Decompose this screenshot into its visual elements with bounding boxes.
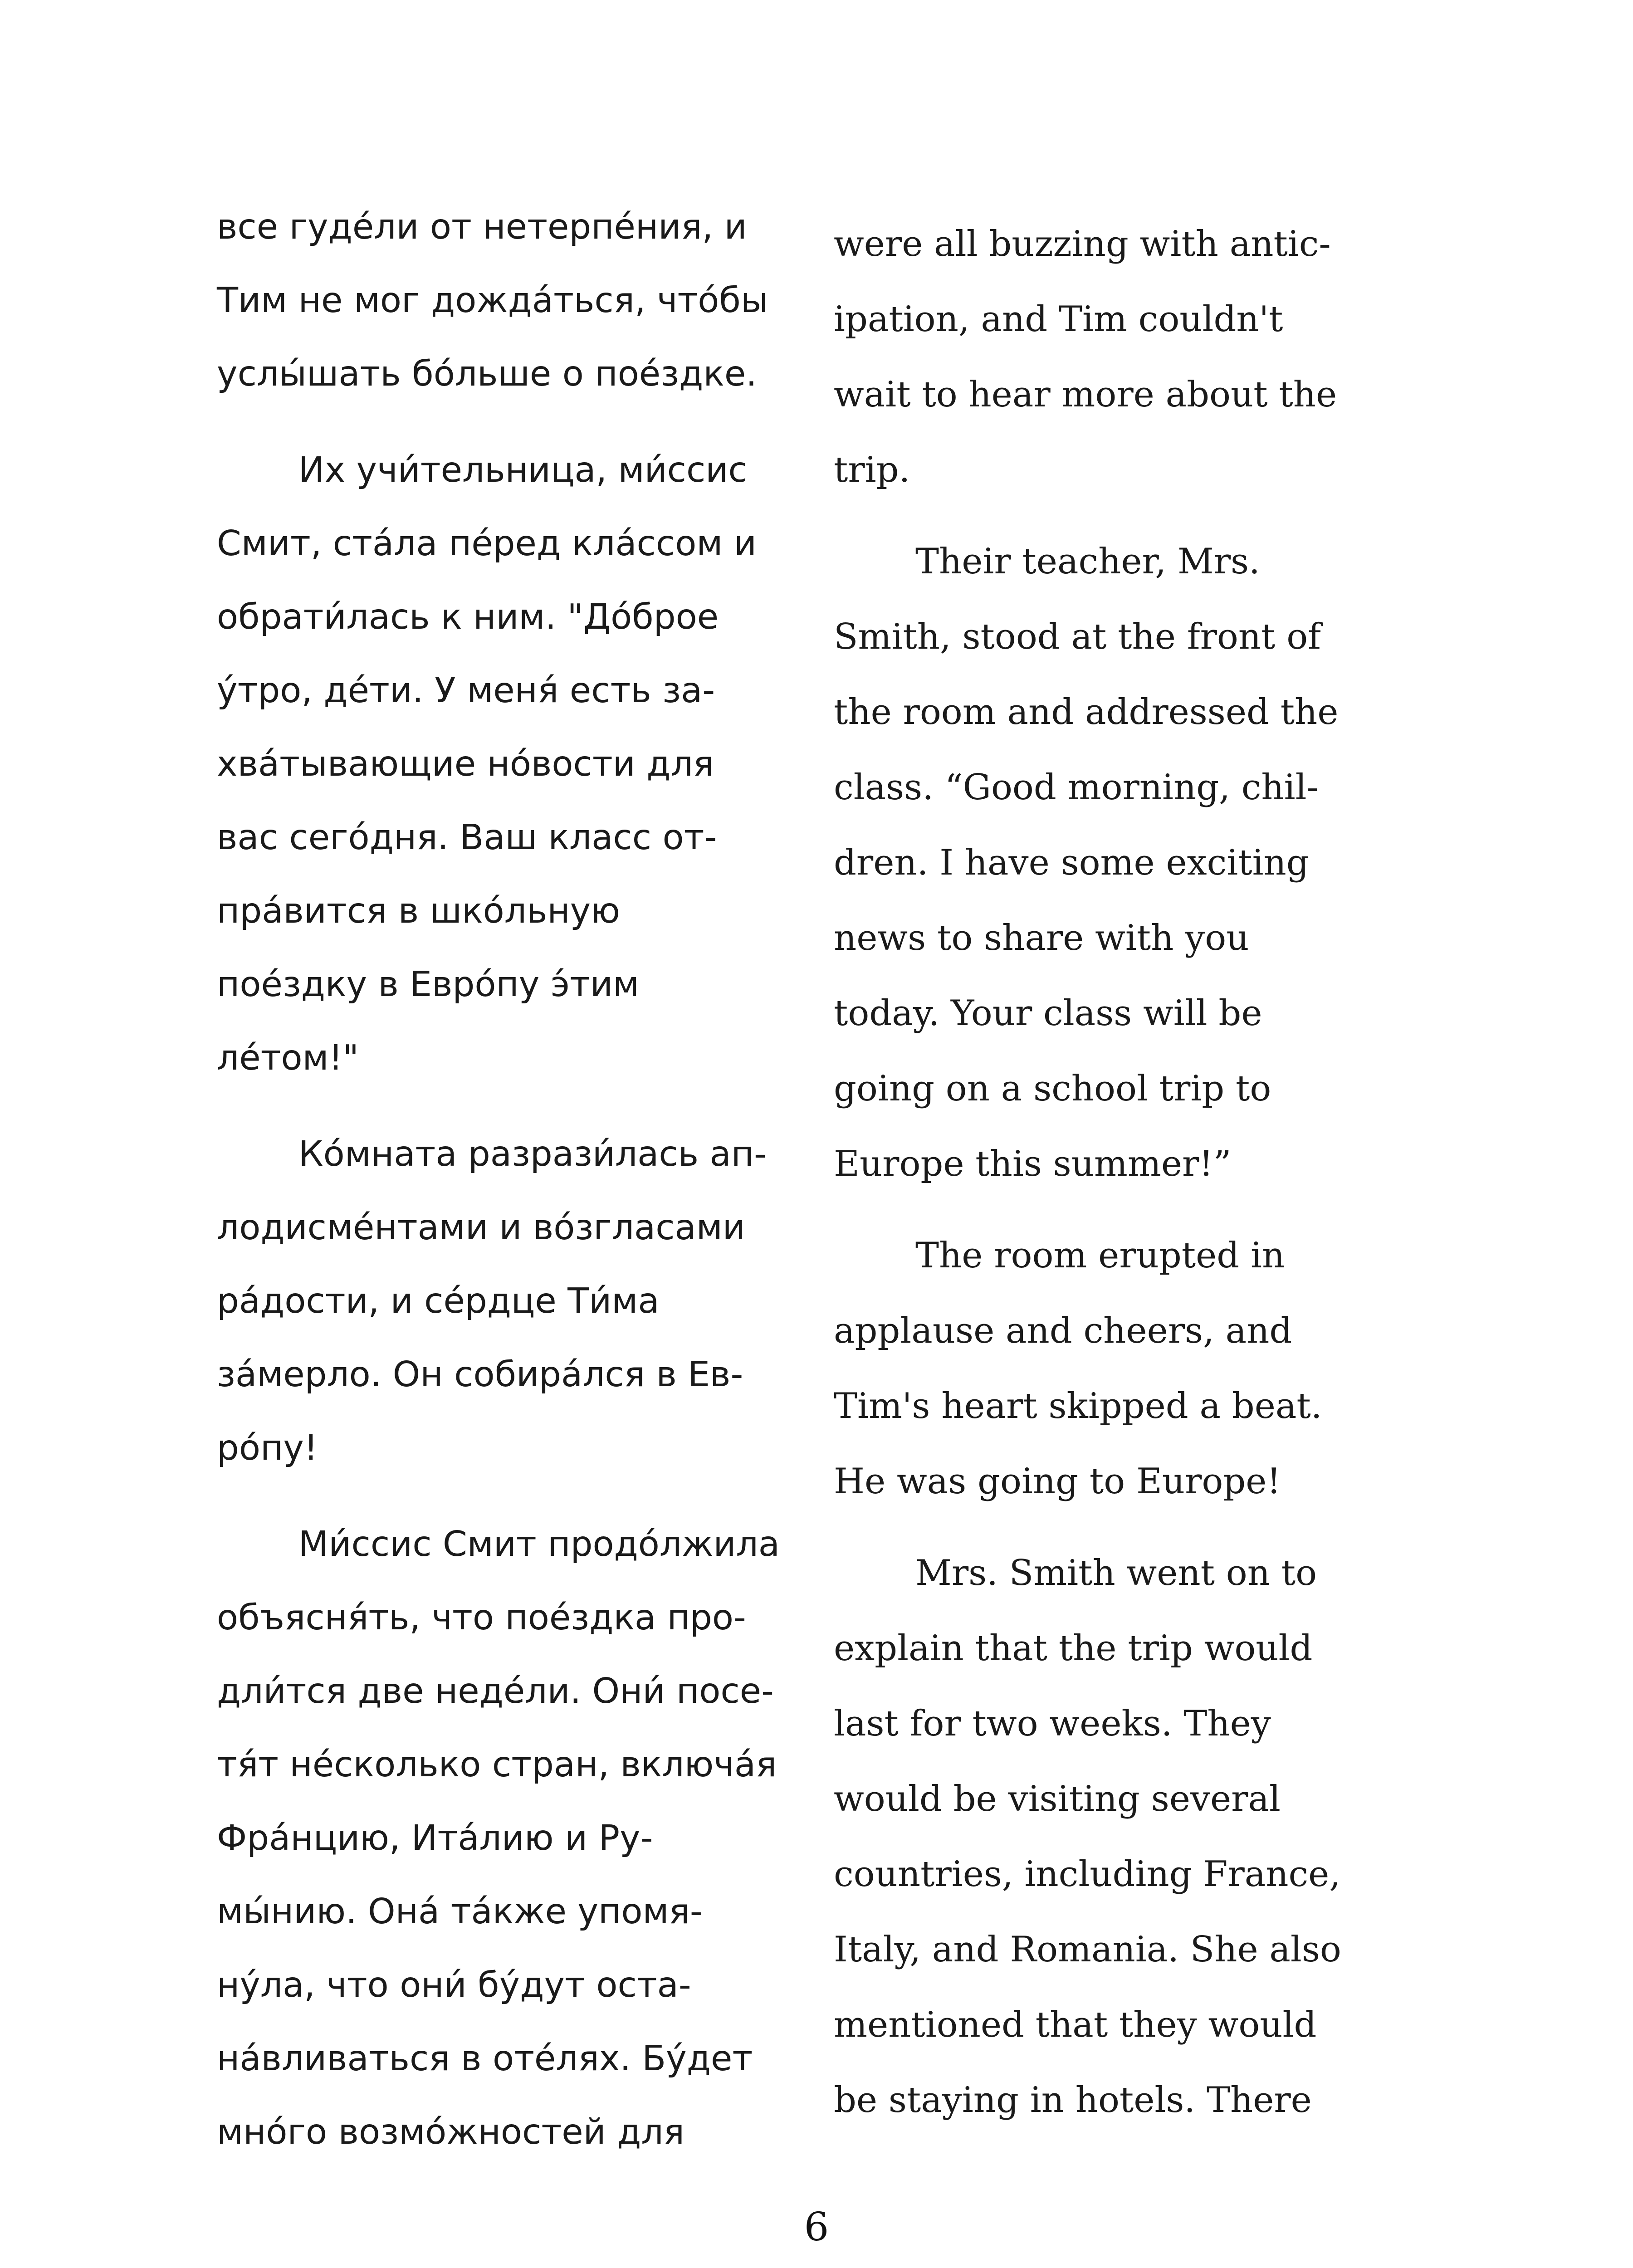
ru-p4-line-6: мы́нию. Она́ та́кже упомя-: [217, 1892, 703, 1932]
ru-p2-line-7: пра́вится в шко́льную: [217, 891, 621, 931]
en-paragraph-3: [834, 1218, 1433, 1519]
en-p4-line-4: would be visiting several: [834, 1779, 1281, 1819]
en-p3-line-3: Tim's heart skipped a beat.: [834, 1386, 1322, 1427]
en-p2-line-9: Europe this summer!”: [834, 1144, 1232, 1184]
ru-p2-line-6: вас сего́дня. Ваш класс от-: [217, 817, 717, 858]
ru-paragraph-3: [217, 1118, 807, 1485]
en-p1-line-4: trip.: [834, 450, 910, 490]
ru-p2-line-3: обрати́лась к ним. "До́брое: [217, 597, 719, 637]
ru-p4-line-8: на́вливаться в оте́лях. Бу́дет: [217, 2038, 753, 2079]
ru-paragraph-2: [217, 434, 807, 1095]
ru-paragraph-1: [217, 191, 807, 411]
en-p4-line-8: be staying in hotels. There: [834, 2080, 1312, 2121]
en-p3-line-2: applause and cheers, and: [834, 1310, 1292, 1351]
en-p2-line-1: Their teacher, Mrs.: [915, 541, 1260, 582]
ru-p3-line-2: лодисме́нтами и во́згласами: [217, 1207, 745, 1248]
en-p4-line-5: countries, including France,: [834, 1854, 1341, 1895]
ru-p1-line-2: Тим не мог дожда́ться, что́бы: [217, 280, 768, 321]
en-p2-line-3: the room and addressed the: [834, 692, 1339, 733]
ru-p4-line-2: объясня́ть, что пое́здка про-: [217, 1598, 746, 1638]
ru-p4-line-5: Фра́нцию, Ита́лию и Ру-: [217, 1818, 653, 1858]
ru-p3-line-1: Ко́мната разрази́лась ап-: [298, 1134, 767, 1174]
en-p4-line-6: Italy, and Romania. She also: [834, 1929, 1341, 1970]
ru-p2-line-1: Их учи́тельница, ми́ссис: [298, 450, 748, 490]
en-p3-line-4: He was going to Europe!: [834, 1461, 1281, 1502]
en-p2-line-5: dren. I have some exciting: [834, 842, 1309, 883]
en-p4-line-1: Mrs. Smith went on to: [915, 1553, 1317, 1593]
en-p2-line-2: Smith, stood at the front of: [834, 616, 1321, 657]
ru-p3-line-5: ро́пу!: [217, 1428, 318, 1468]
en-p3-line-1: The room erupted in: [915, 1235, 1285, 1276]
en-paragraph-4: [834, 1535, 1433, 2138]
ru-p2-line-5: хва́тывающие но́вости для: [217, 744, 714, 784]
en-p2-line-4: class. “Good morning, chil-: [834, 767, 1319, 808]
ru-p4-line-1: Ми́ссис Смит продо́лжила: [298, 1524, 780, 1564]
ru-p1-line-1: все гуде́ли от нетерпе́ния, и: [217, 207, 747, 247]
russian-column: [217, 191, 807, 2169]
ru-p1-line-3: услы́шать бо́льше о пое́здке.: [217, 354, 757, 394]
en-p2-line-7: today. Your class will be: [834, 993, 1262, 1034]
en-p4-line-3: last for two weeks. They: [834, 1703, 1271, 1744]
ru-p2-line-8: пое́здку в Евро́пу э́тим: [217, 964, 640, 1005]
ru-p2-line-9: ле́том!": [217, 1038, 359, 1078]
english-column: [834, 206, 1433, 2138]
page-number: 6: [804, 2204, 829, 2250]
en-p1-line-3: wait to hear more about the: [834, 374, 1337, 415]
ru-p4-line-4: тя́т не́сколько стран, включа́я: [217, 1745, 777, 1785]
ru-p3-line-3: ра́дости, и се́рдце Ти́ма: [217, 1281, 660, 1321]
en-p1-line-2: ipation, and Tim couldn't: [834, 299, 1283, 340]
ru-p4-line-9: мно́го возмо́жностей для: [217, 2112, 684, 2152]
en-p4-line-7: mentioned that they would: [834, 2004, 1317, 2045]
en-p2-line-6: news to share with you: [834, 918, 1249, 958]
ru-p3-line-4: за́мерло. Он собира́лся в Ев-: [217, 1354, 743, 1395]
en-p1-line-1: were all buzzing with antic-: [834, 224, 1331, 264]
ru-p2-line-4: у́тро, де́ти. У меня́ есть за-: [217, 670, 715, 711]
ru-p2-line-2: Смит, ста́ла пе́ред кла́ссом и: [217, 523, 757, 564]
en-p4-line-2: explain that the trip would: [834, 1628, 1313, 1669]
en-paragraph-1: [834, 206, 1433, 508]
ru-p4-line-3: дли́тся две неде́ли. Они́ посе-: [217, 1671, 774, 1711]
ru-p4-line-7: ну́ла, что они́ бу́дут оста-: [217, 1965, 691, 2005]
en-p2-line-8: going on a school trip to: [834, 1068, 1271, 1109]
ru-paragraph-4: [217, 1508, 807, 2169]
en-paragraph-2: [834, 524, 1433, 1202]
